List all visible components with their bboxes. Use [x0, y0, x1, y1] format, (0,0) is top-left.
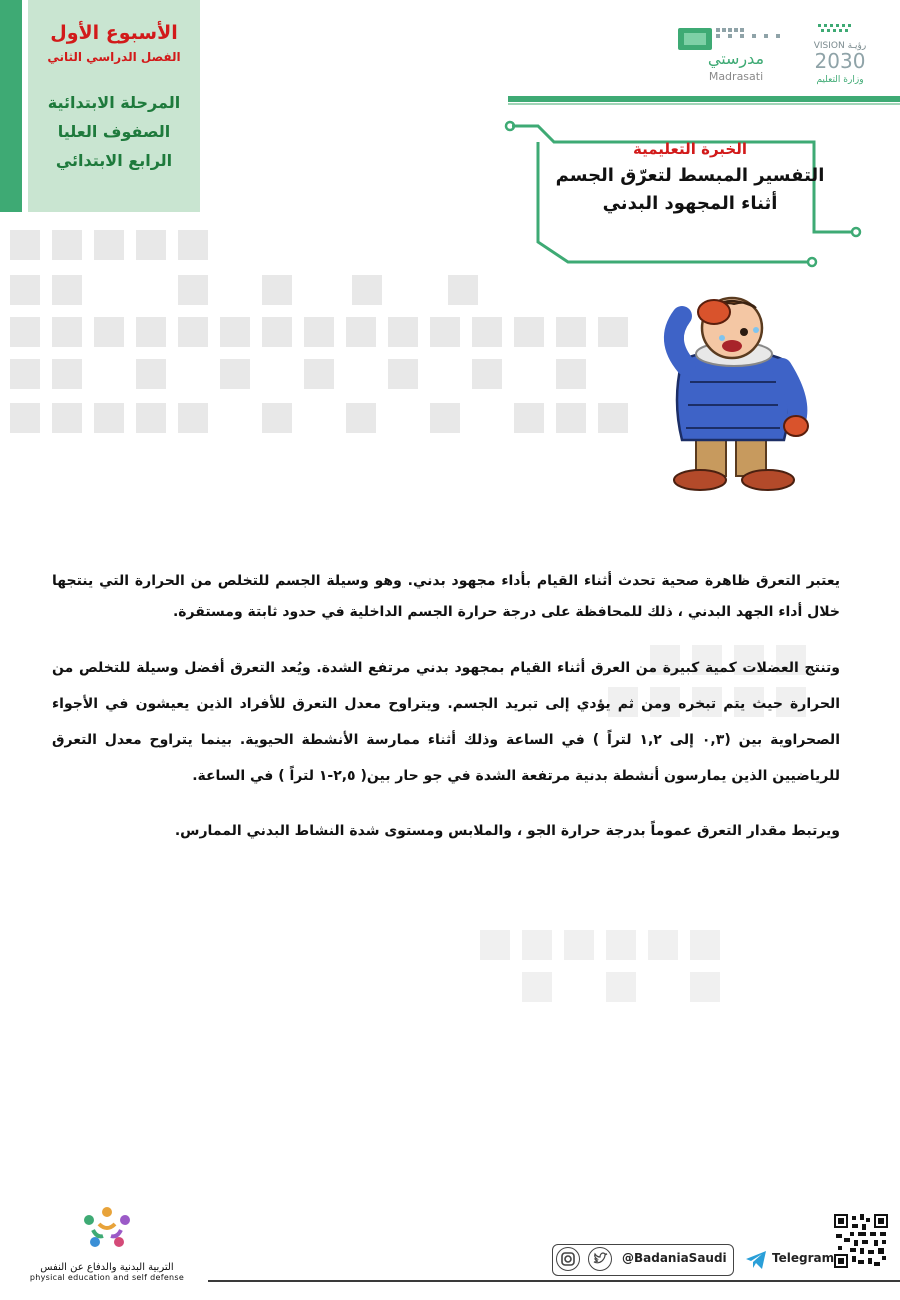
pe-logo-arabic: التربية البدنية والدفاع عن النفس	[40, 1262, 174, 1273]
grade-label: الرابع الابتدائي	[55, 151, 173, 170]
week-title: الأسبوع الأول	[50, 22, 178, 44]
grades-label: الصفوف العليا	[57, 122, 171, 141]
footer-rule	[208, 1280, 900, 1282]
vision-label: VISION رؤيـة	[813, 41, 867, 51]
article-body	[52, 566, 840, 847]
pe-logo-english: physical education and self defense	[29, 1273, 185, 1282]
telegram-icon[interactable]	[744, 1249, 768, 1271]
madrasati-english: Madrasati	[708, 70, 764, 83]
week-panel-bar	[0, 0, 22, 212]
experience-text	[555, 140, 825, 218]
vision-year: 2030	[814, 49, 866, 73]
experience-title-line2: أثناء المجهود البدني	[602, 193, 778, 214]
header-accent-line-thin	[508, 103, 900, 105]
pe-figures-icon	[75, 1204, 139, 1254]
vision-2030-logo	[792, 22, 888, 86]
paragraph-2: وتنتج العضلات كمية كبيرة من العرق أثناء القيام بمجهود بدني مرتفع الشدة. ويُعد التعرق أفضل وسيلة للتخلص من الحرارة حيث يتم تبخره ومن ثم يؤدي إلى تبريد الجسم. ويتراوح معدل التعرق للأفراد الذين يعيشون في الأجواء الصحراوية بين (٠,٣ إلى ١,٢ لتراً ) في الساعة وذلك أثناء ممارسة الأنشطة الحيوية. بينما يتراوح معدل التعرق للرياضيين الذين يمارسون أنشطة بدنية مرتفعة الشدة في جو حار بين( ٢,٥-١ لتراً ) في الساعة.	[52, 660, 840, 784]
social-handle[interactable]: @BadaniaSaudi	[622, 1251, 727, 1265]
term-label: الفصل الدراسي الثاني	[47, 50, 181, 64]
madrasati-arabic: مدرستي	[707, 49, 765, 68]
experience-title-line1: التفسير المبسط لتعرّق الجسم	[555, 165, 825, 186]
madrasati-logo	[676, 24, 786, 86]
sweating-boy-illustration	[652, 290, 816, 498]
paragraph-1: يعتبر التعرق ظاهرة صحية تحدث أثناء القيام بأداء مجهود بدني. وهو وسيلة الجسم للتخلص من الحرارة التي ينتجها خلال أداء الجهد البدني ، ذلك للمحافظة على درجة حرارة الجسم الداخلية في حدود ثابتة ومستقرة.	[52, 573, 840, 620]
pe-department-logo	[12, 1204, 202, 1288]
instagram-icon[interactable]	[556, 1247, 580, 1271]
twitter-icon[interactable]	[588, 1247, 612, 1271]
qr-code[interactable]	[834, 1214, 888, 1268]
telegram-label[interactable]: Telegram	[772, 1251, 835, 1265]
paragraph-3: ويرتبط مقدار التعرق عموماً بدرجة حرارة الجو ، والملابس ومستوى شدة النشاط البدني الممارس.	[174, 823, 840, 839]
header-accent-line	[508, 96, 900, 102]
week-info-panel	[28, 0, 200, 212]
experience-label: الخبرة التعليمية	[632, 140, 747, 158]
ministry-label: وزارة التعليم	[816, 75, 864, 85]
stage-label: المرحلة الابتدائية	[47, 93, 181, 112]
